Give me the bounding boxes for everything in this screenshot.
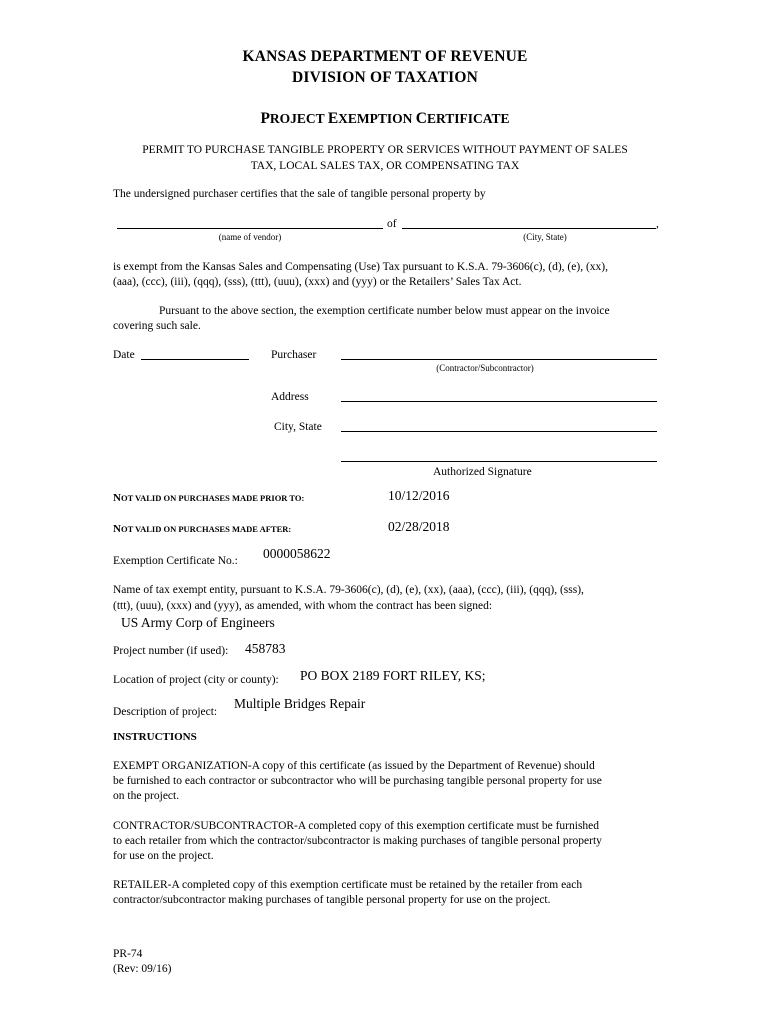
date-label: Date [113,349,135,361]
city-state-field[interactable] [341,431,657,432]
exempt-org-line2: be furnished to each contractor or subcontractor who will be purchasing tangible personal property for use [113,775,602,787]
certify-text: The undersigned purchaser certifies that the sale of tangible personal property by [113,188,486,200]
entity-text-line2: (ttt), (uuu), (xxx) and (yyy), as amended, with whom the contract has been signed: [113,600,493,612]
description-value: Multiple Bridges Repair [234,696,366,711]
purchaser-label: Purchaser [271,349,317,361]
date-field[interactable] [141,359,249,360]
not-valid-after-value: 02/28/2018 [388,519,450,534]
pursuant-text-line1: Pursuant to the above section, the exemption certificate number below must appear on the invoice [159,305,610,317]
entity-text-line1: Name of tax exempt entity, pursuant to K.S.A. 79-3606(c), (d), (e), (xx), (aaa), (ccc), (iii), (qqq), (sss), [113,584,584,596]
contractor-line2: to each retailer from which the contractor/subcontractor is making purchases of tangible personal property [113,835,602,847]
exempt-org-line1: EXEMPT ORGANIZATION-A copy of this certificate (as issued by the Department of Revenue) should [113,760,595,772]
pursuant-text-line2: covering such sale. [113,320,201,332]
exempt-text-line2: (aaa), (ccc), (iii), (qqq), (sss), (ttt), (uuu), (xxx) and (yyy) or the Retailers’ Sales Tax Act. [113,276,522,288]
revision: (Rev: 09/16) [113,963,172,975]
division-heading: DIVISION OF TAXATION [291,69,478,86]
not-valid-prior-value: 10/12/2016 [388,488,450,503]
form-number: PR-74 [113,948,143,960]
retailer-line2: contractor/subcontractor making purchases of tangible personal property for use on the project. [113,894,551,906]
not-valid-after-label: NOT VALID ON PURCHASES MADE AFTER: [113,523,292,535]
project-number-value: 458783 [245,641,286,656]
purchaser-field[interactable] [341,359,657,360]
of-label: of [387,218,397,230]
purchaser-caption: (Contractor/Subcontractor) [436,363,534,373]
signature-caption: Authorized Signature [433,466,532,478]
not-valid-prior-label: NOT VALID ON PURCHASES MADE PRIOR TO: [113,492,305,504]
city-state-label: City, State [274,421,322,433]
permit-subtitle-line2: TAX, LOCAL SALES TAX, OR COMPENSATING TAX [250,160,520,172]
vendor-name-field[interactable] [117,228,383,229]
contractor-line1: CONTRACTOR/SUBCONTRACTOR-A completed copy of this exemption certificate must be furnished [113,820,600,832]
location-label: Location of project (city or county): [113,674,279,686]
comma: , [656,218,659,230]
entity-name-value: US Army Corp of Engineers [121,615,275,630]
vendor-caption: (name of vendor) [218,232,282,242]
exempt-text-line1: is exempt from the Kansas Sales and Compensating (Use) Tax pursuant to K.S.A. 79-3606(c), (d), (e), (xx), [113,261,608,273]
location-value: PO BOX 2189 FORT RILEY, KS; [300,668,486,683]
permit-subtitle-line1: PERMIT TO PURCHASE TANGIBLE PROPERTY OR SERVICES WITHOUT PAYMENT OF SALES [142,144,628,156]
project-number-label: Project number (if used): [113,645,229,657]
instructions-heading: INSTRUCTIONS [113,731,197,743]
exempt-org-line3: on the project. [113,790,180,802]
retailer-line1: RETAILER-A completed copy of this exemption certificate must be retained by the retailer from each [113,879,583,891]
certificate-title: PROJECT EXEMPTION CERTIFICATE [260,110,510,127]
signature-field[interactable] [341,461,657,462]
department-heading: KANSAS DEPARTMENT OF REVENUE [242,48,528,65]
cert-no-label: Exemption Certificate No.: [113,555,238,567]
contractor-line3: for use on the project. [113,850,214,862]
cert-no-value: 0000058622 [263,546,331,561]
vendor-city-state-field[interactable] [402,228,656,229]
city-state-caption: (City, State) [523,232,567,242]
address-field[interactable] [341,401,657,402]
description-label: Description of project: [113,706,218,718]
address-label: Address [271,391,309,403]
